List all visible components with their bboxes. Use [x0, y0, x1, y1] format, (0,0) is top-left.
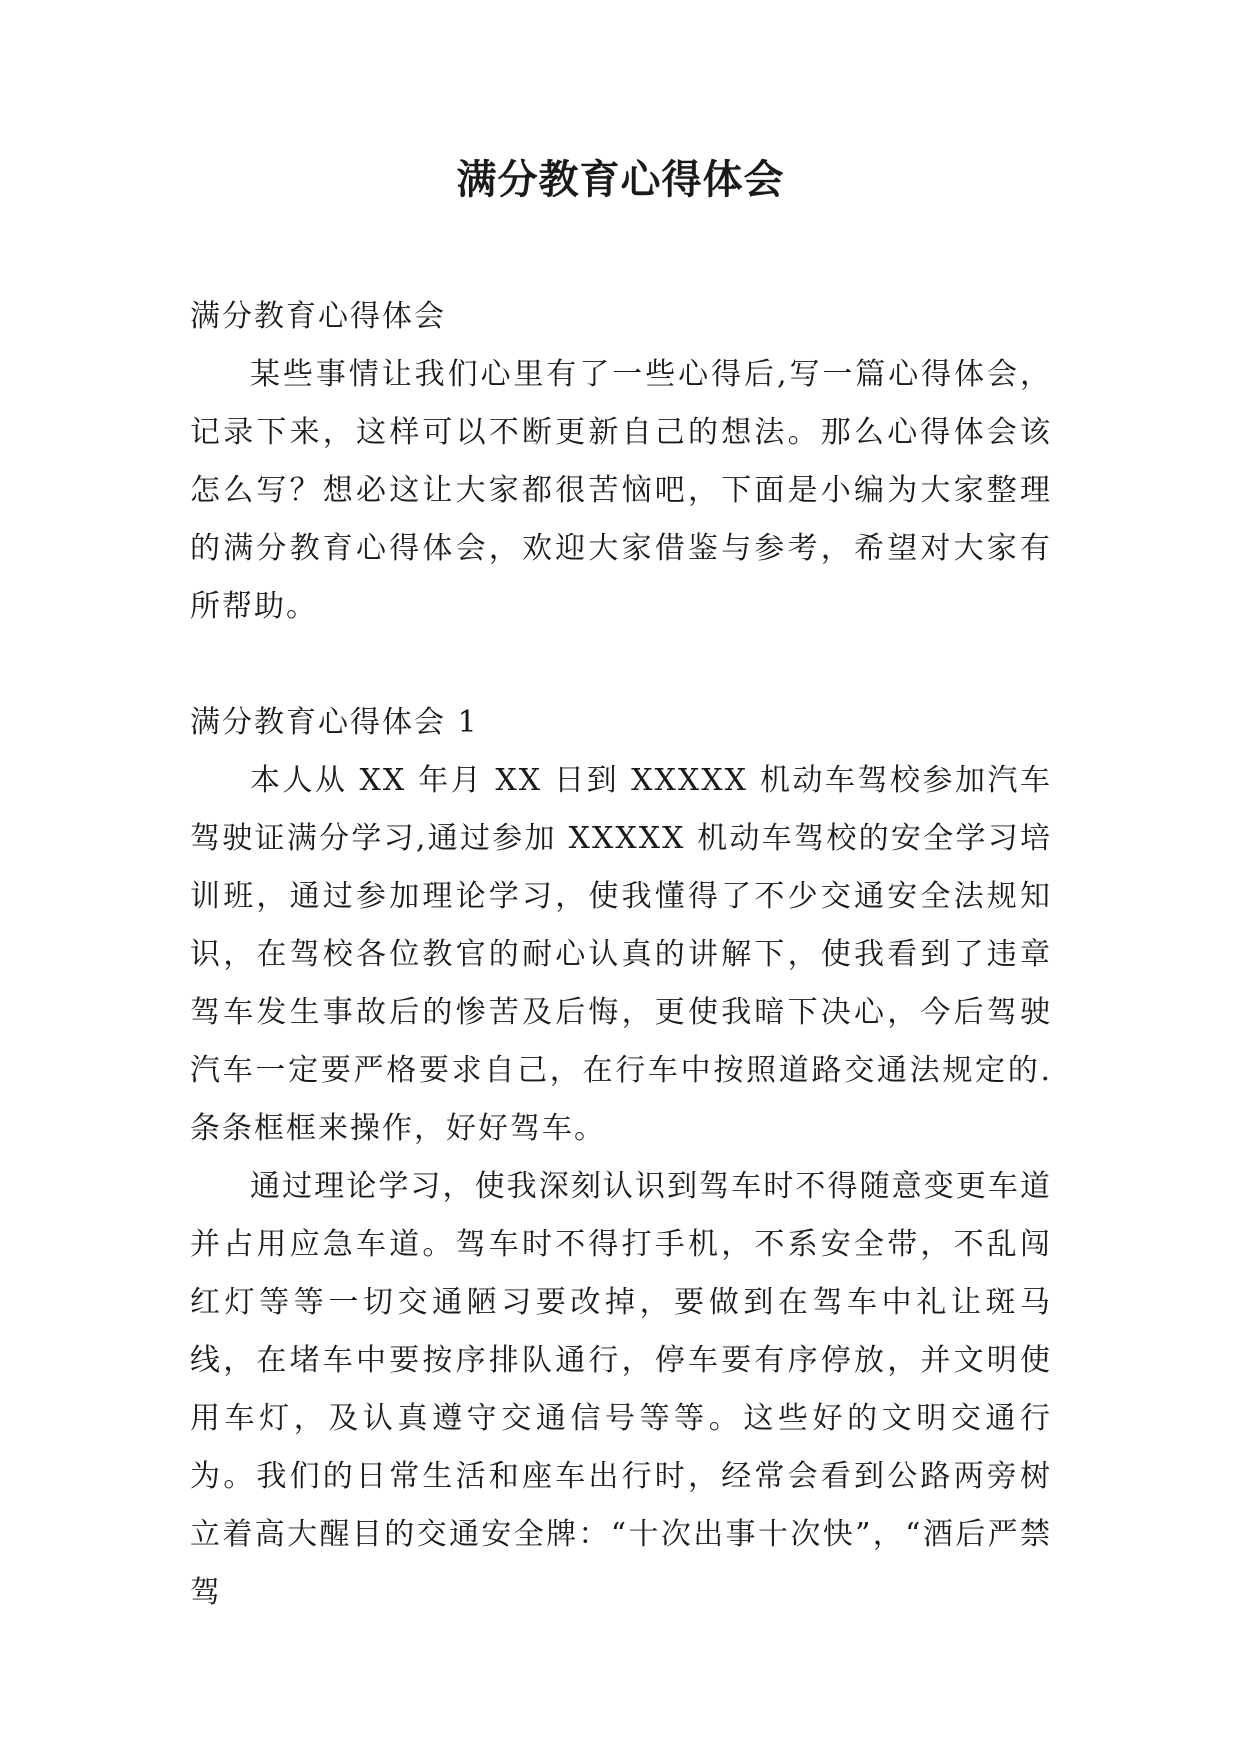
section-spacer: [190, 636, 1052, 694]
intro-heading: 满分教育心得体会: [190, 299, 446, 334]
document-title: 满分教育心得体会: [456, 157, 785, 203]
intro-paragraph: 某些事情让我们心里有了一些心得后,写一篇心得体会，记录下来，这样可以不断更新自己的想法。那么心得体会该怎么写？想必这让大家都很苦恼吧，下面是小编为大家整理的满分教育心得体会，欢迎大家借鉴与参考，希望对大家有所帮助。: [190, 357, 1052, 624]
section1-heading: 满分教育心得体会 1: [190, 705, 479, 740]
section1-paragraph: 通过理论学习，使我深刻认识到驾车时不得随意变更车道并占用应急车道。驾车时不得打手机，不系安全带，不乱闯红灯等等一切交通陋习要改掉，要做到在驾车中礼让斑马线，在堵车中要按序排队通行，停车要有序停放，并文明使用车灯，及认真遵守交通信号等等。这些好的文明交通行为。我们的日常生活和座车出行时，经常会看到公路两旁树立着高大醒目的交通安全牌：“十次出事十次快”，“酒后严禁驾: [190, 1169, 1052, 1610]
document-body: [190, 288, 1052, 1622]
section1-paragraph: 本人从 XX 年月 XX 日到 XXXXX 机动车驾校参加汽车驾驶证满分学习,通过参加 XXXXX 机动车驾校的安全学习培训班，通过参加理论学习，使我懂得了不少交通安全法规知识，在驾校各位教官的耐心认真的讲解下，使我看到了违章驾车发生事故后的惨苦及后悔，更使我暗下决心，今后驾驶汽车一定要严格要求自己，在行车中按照道路交通法规定的.条条框框来操作，好好驾车。: [190, 763, 1052, 1146]
